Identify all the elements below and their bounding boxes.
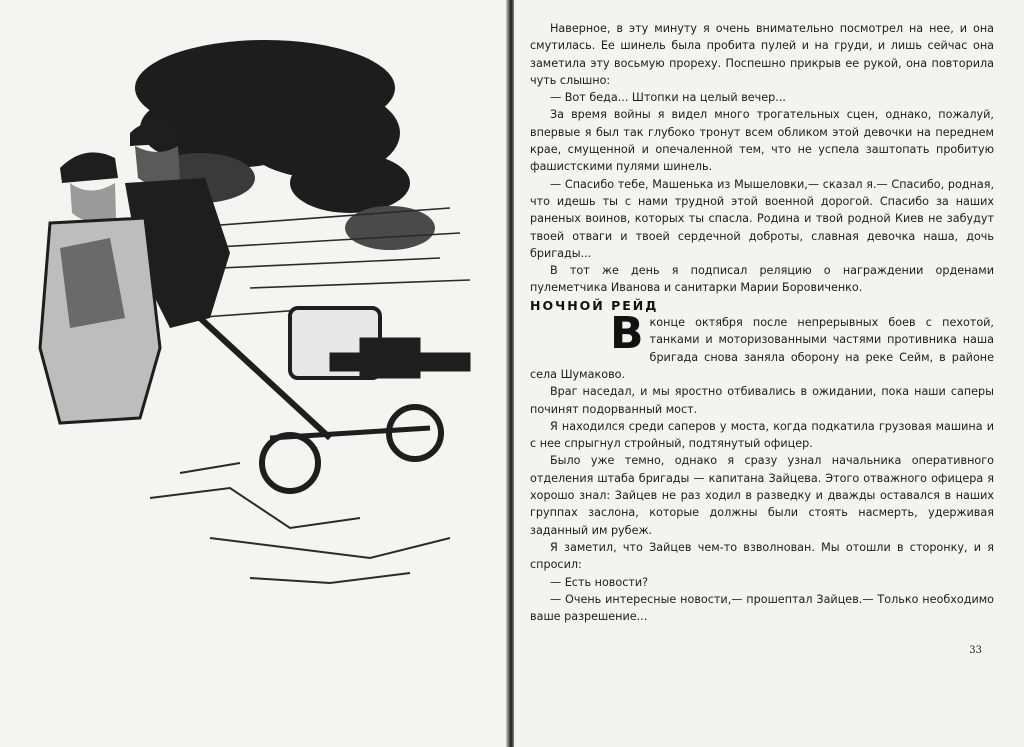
- page-text: [530, 20, 994, 625]
- wartime-illustration: [30, 18, 500, 608]
- paragraph-text: конце октября после непрерывных боев с пехотой, танками и моторизованными частями противника наша бригада снова заняла оборону на реке Сейм, в районе села Шумаково.: [530, 316, 994, 381]
- machine-gun: [200, 308, 470, 491]
- paragraph: — Вот беда... Штопки на целый вечер...: [550, 91, 786, 105]
- paragraph: — Есть новости?: [550, 575, 649, 589]
- paragraph: — Очень интересные новости,— прошептал Зайцев.— Только необходимо ваше разрешение...: [530, 592, 994, 624]
- page-number: 33: [969, 645, 982, 656]
- paragraph: [530, 308, 994, 383]
- paragraph: Я заметил, что Зайцев чем-то взволнован. Мы отошли в сторонку, и я спросил:: [530, 540, 994, 572]
- foreground-grass: [150, 463, 450, 583]
- paragraph: В тот же день я подписал реляцию о награждении орденами пулеметчика Иванова и санитарки Марии Боровиченко.: [530, 264, 994, 295]
- right-page: [514, 0, 1024, 747]
- drop-cap: В: [610, 308, 644, 360]
- paragraph: Было уже темно, однако я сразу узнал начальника оперативного отделения штаба бригады — капитана Зайцева. Этого отважного офицера я хорошо знал: Зайцев не раз ходил в разведку и дважды оставался в наших группах заслона, которые должны были стоять насмерть, удерживая заданный им рубеж.: [530, 454, 994, 537]
- left-page: [0, 0, 508, 747]
- paragraph: За время войны я видел много трогательных сцен, однако, пожалуй, впервые я был так глубоко тронут всем обликом этой девочки на переднем крае, смущенной и опечаленной тем, что не успела заштопать пробитую фашистскими пулями шинель.: [530, 108, 994, 174]
- paragraph: Я находился среди саперов у моста, когда подкатила грузовая машина и с нее спрыгнул стройный, подтянутый офицер.: [530, 419, 994, 451]
- section-title: НОЧНОЙ РЕЙД: [530, 297, 659, 313]
- paragraph: Враг наседал, и мы яростно отбивались в ожидании, пока наши саперы починят подорванный мост.: [530, 385, 994, 416]
- paragraph: — Спасибо тебе, Машенька из Мышеловки,— сказал я.— Спасибо, родная, что идешь ты с нами трудной этой военной дорогой. Спасибо за наших раненых воинов, которых ты спасла. Родина и твой родной Киев не забудут твоей отваги и твоей сердечной доброты, славная девочка наша, дочь бригады...: [530, 177, 994, 260]
- paragraph: Наверное, в эту минуту я очень внимательно посмотрел на нее, и она смутилась. Ее шинель была пробита пулей и на груди, и лишь сейчас она заметила эту восьмую прореху. Поспешно прикрыв ее рукой, она повторила чуть слышно:: [530, 22, 994, 87]
